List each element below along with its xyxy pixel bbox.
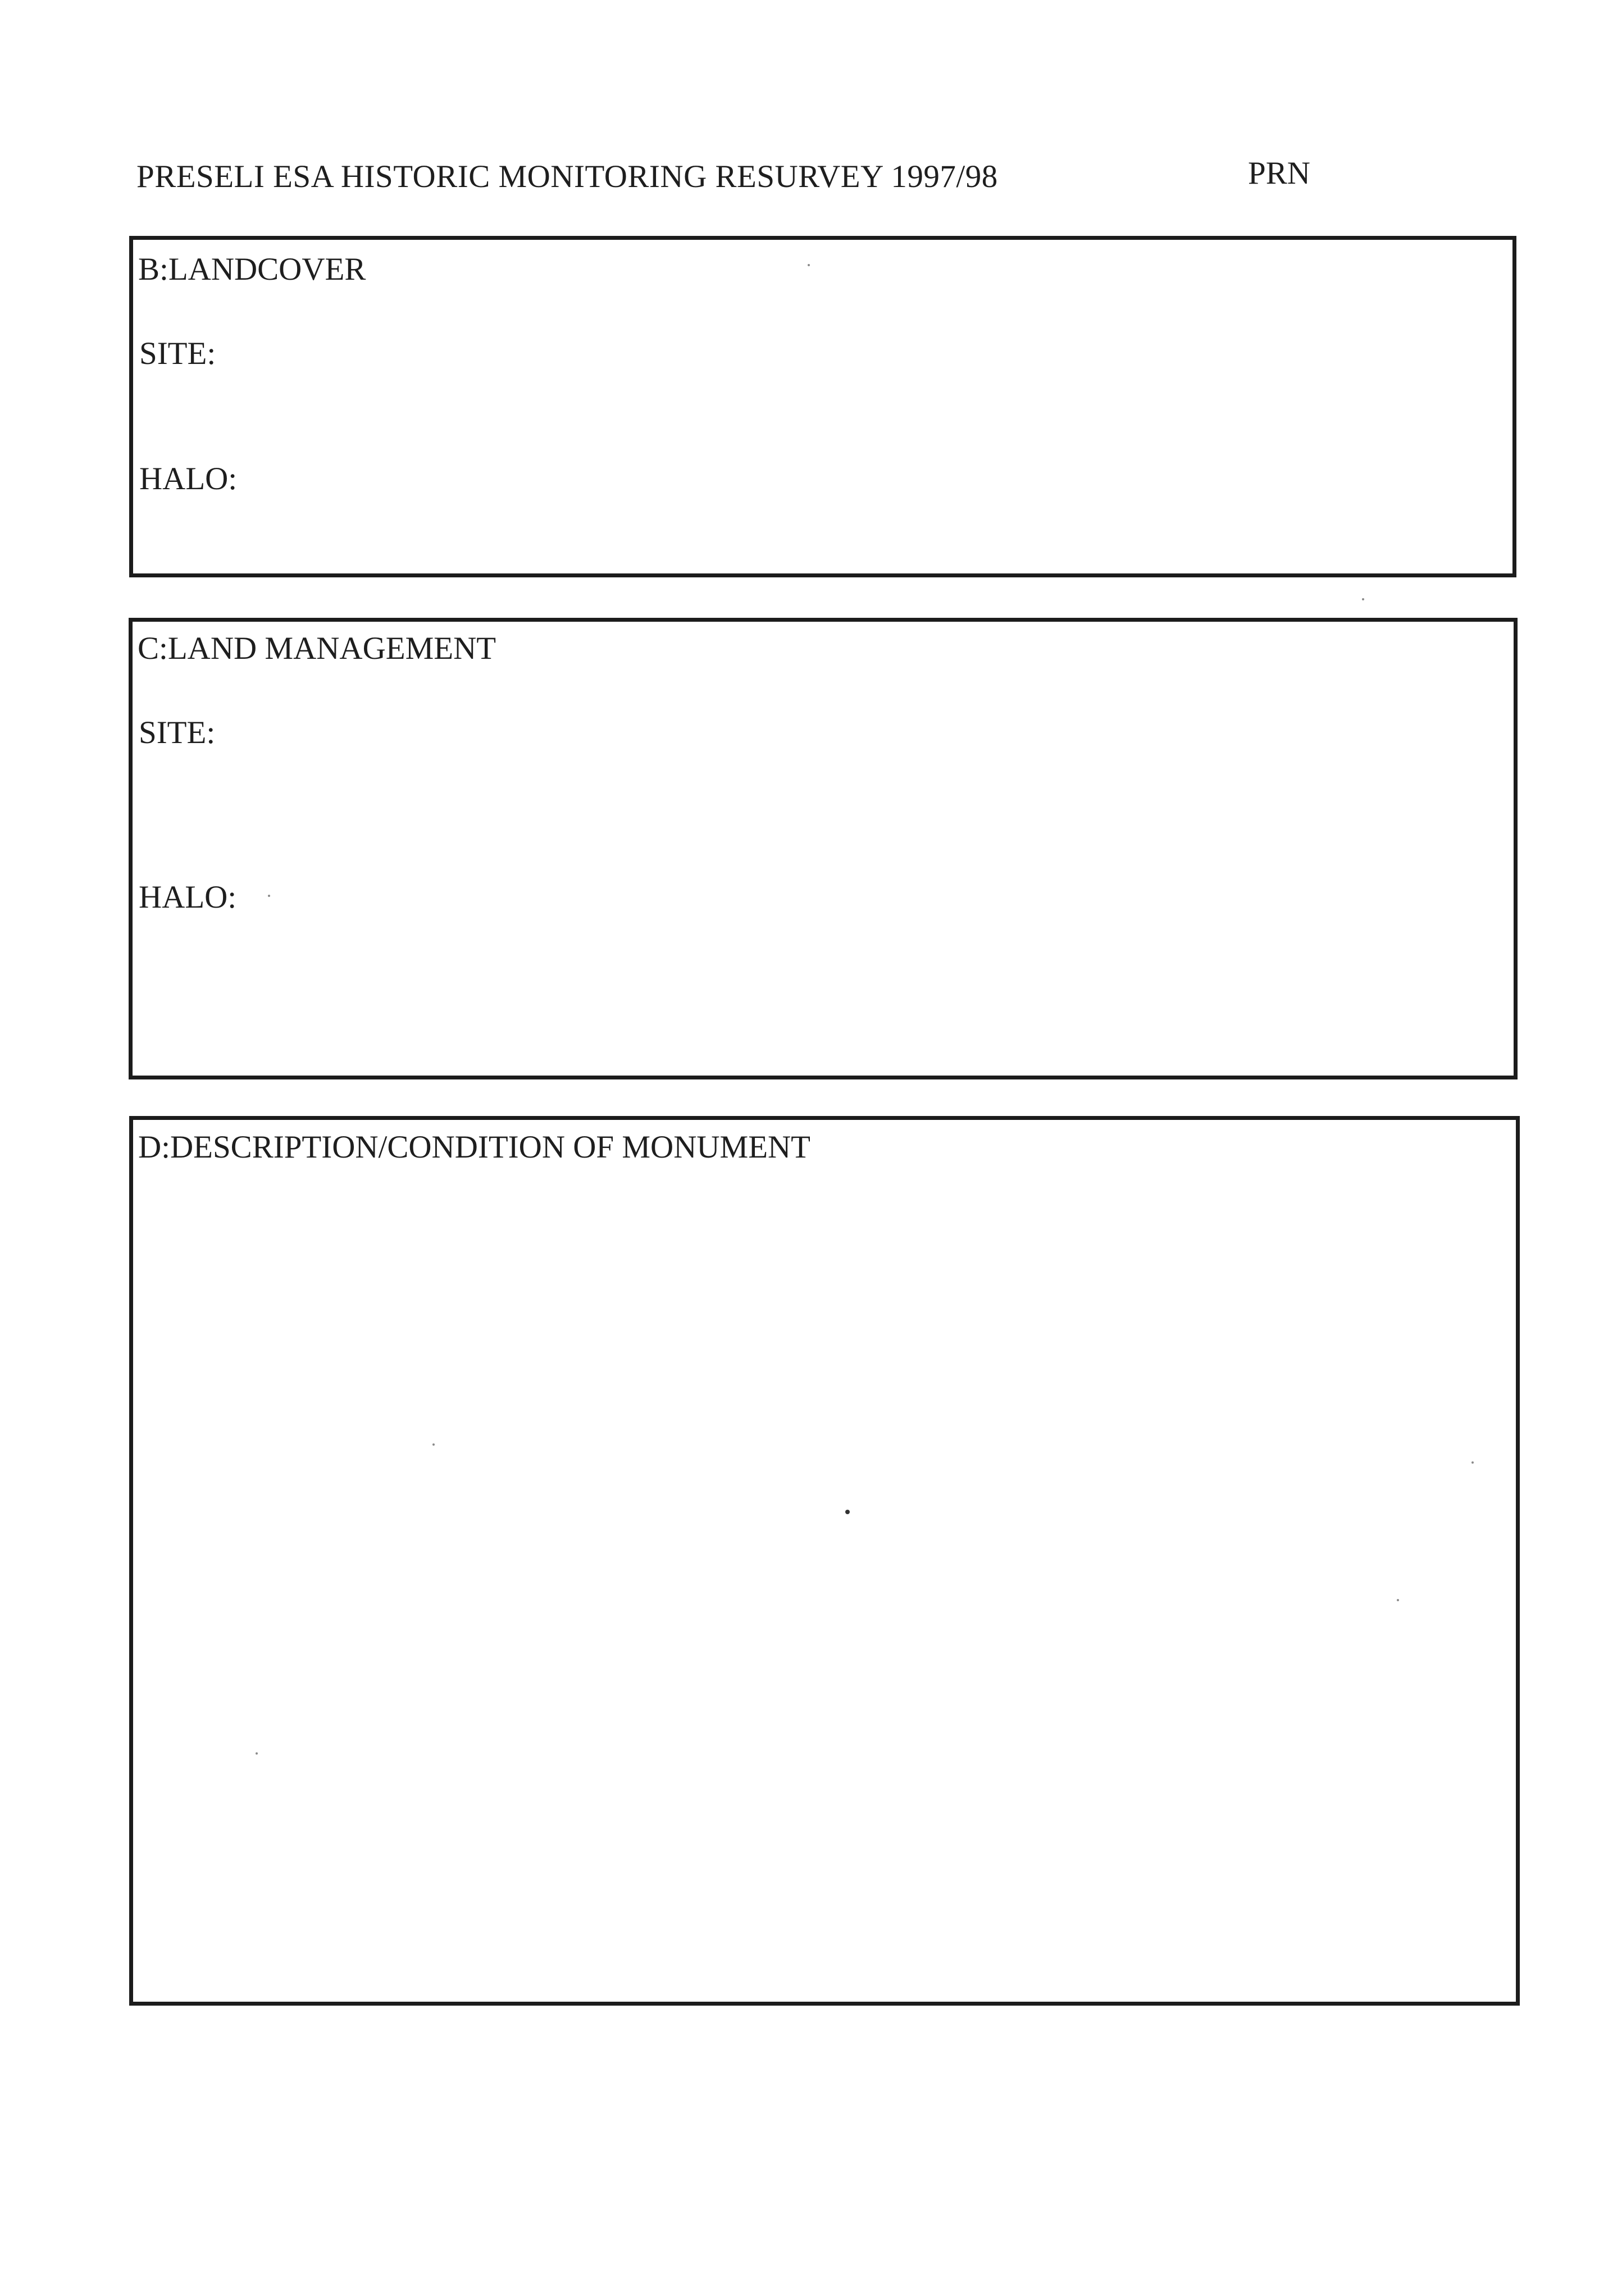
land-management-section [129, 618, 1518, 1079]
description-heading: D:DESCRIPTION/CONDITION OF MONUMENT [138, 1129, 810, 1165]
scan-speck [432, 1443, 435, 1446]
land-management-heading: C:LAND MANAGEMENT [138, 631, 496, 666]
scan-speck [256, 1752, 258, 1755]
landcover-site-field[interactable] [268, 330, 1496, 397]
land-management-site-field[interactable] [267, 709, 1497, 855]
landcover-section [129, 236, 1516, 577]
description-section [129, 1116, 1520, 2006]
scan-speck [808, 264, 810, 266]
landcover-halo-field[interactable] [268, 455, 1496, 522]
land-management-halo-field[interactable] [267, 873, 1497, 1042]
landcover-site-label: SITE: [139, 336, 216, 371]
landcover-halo-label: HALO: [139, 461, 238, 496]
form-title: PRESELI ESA HISTORIC MONITORING RESURVEY 1997/98 [136, 159, 998, 194]
scan-speck [845, 1510, 850, 1514]
scan-speck [1397, 1599, 1399, 1601]
description-field[interactable] [144, 1182, 1505, 1985]
landcover-heading: B:LANDCOVER [138, 252, 366, 287]
land-management-halo-label: HALO: [139, 880, 237, 915]
land-management-site-label: SITE: [139, 715, 216, 750]
prn-label: PRN [1248, 156, 1310, 191]
scan-speck [1362, 598, 1364, 600]
scan-speck [1471, 1461, 1474, 1464]
scan-speck [268, 895, 270, 897]
